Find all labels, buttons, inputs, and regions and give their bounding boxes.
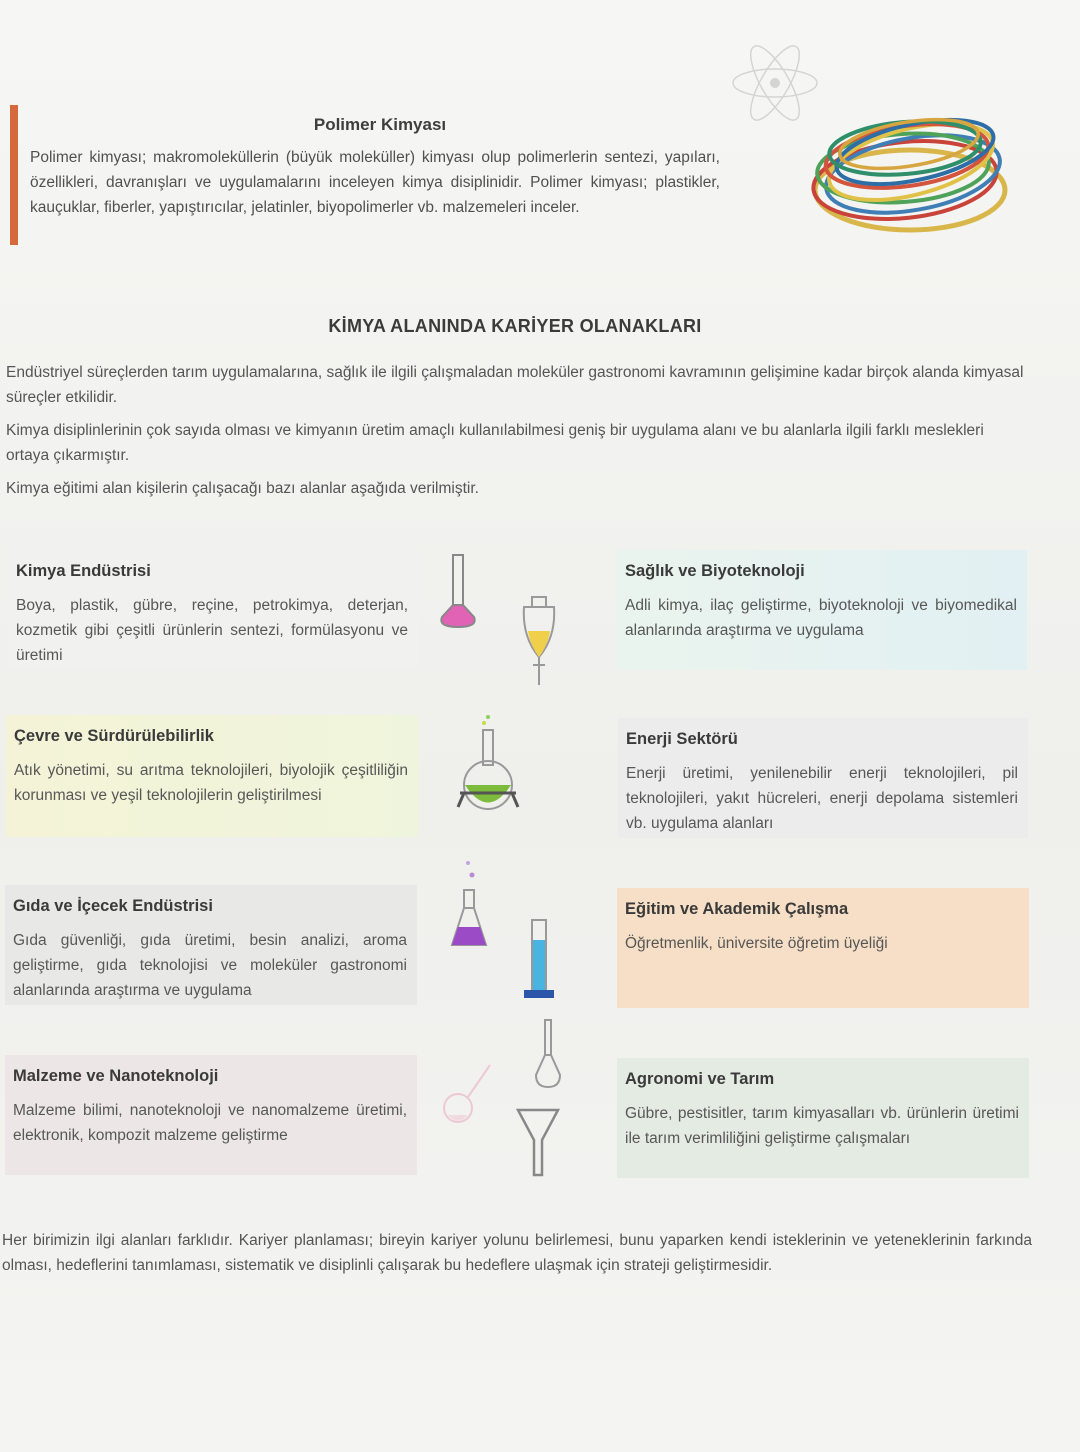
field-title: Agronomi ve Tarım [625, 1070, 775, 1088]
field-card-food-beverage [5, 885, 417, 1005]
field-text: Atık yönetimi, su arıtma teknolojileri, biyolojik çeşitliliğin korunması ve yeşil teknolojilerin geliştirilmesi [14, 762, 408, 804]
intro-paragraph: Endüstriyel süreçlerden tarım uygulamalarına, sağlık ile ilgili çalışmaladan moleküler gastronomi kavramının gelişimine kadar birçok alanda kimyasal süreçler etkilidir. [6, 364, 1024, 406]
field-title: Enerji Sektörü [626, 730, 738, 748]
field-card-energy [618, 718, 1028, 838]
polymer-box [10, 105, 720, 245]
field-title: Eğitim ve Akademik Çalışma [625, 900, 849, 918]
polymer-title: Polimer Kimyası [313, 115, 447, 134]
field-title: Kimya Endüstrisi [16, 562, 151, 580]
intro-paragraph: Kimya eğitimi alan kişilerin çalışacağı bazı alanlar aşağıda verilmiştir. [6, 480, 479, 497]
separatory-funnel-icon [524, 597, 554, 685]
round-flask-stand-icon [458, 715, 518, 809]
field-card-education [617, 888, 1029, 1008]
career-title: KİMYA ALANINDA KARİYER OLANAKLARI [328, 316, 702, 336]
field-card-chemical-industry [8, 550, 418, 670]
field-text: Malzeme bilimi, nanoteknoloji ve nanomalzeme üretimi, elektronik, kompozit malzeme geliştirme [13, 1102, 407, 1144]
field-text: Gübre, pestisitler, tarım kimyasalları vb. ürünlerin üretimi ile tarım verimliliğini geliştirme çalışmaları [625, 1105, 1019, 1147]
field-card-environment [6, 715, 418, 837]
field-text: Öğretmenlik, üniversite öğretim üyeliği [625, 935, 888, 952]
field-title: Malzeme ve Nanoteknoloji [13, 1067, 219, 1085]
funnel-icon [518, 1110, 558, 1175]
field-title: Sağlık ve Biyoteknoloji [625, 562, 805, 580]
field-card-materials-nano [5, 1055, 417, 1175]
closing-paragraph: Her birimizin ilgi alanları farklıdır. Kariyer planlaması; bireyin kariyer yolunu belirlemesi, bunu yaparken kendi isteklerinin ve yeteneklerinin farkında olması, hedeflerini tanımlaması, sistematik ve disiplinli çalışarak bu hedeflere ulaşmak için strateji geliştirmesidir. [2, 1232, 1032, 1274]
rubber-bands-image [805, 108, 1015, 248]
erlenmeyer-flask-icon [452, 861, 486, 945]
field-text: Gıda güvenliği, gıda üretimi, besin analizi, aroma geliştirme, gıda teknolojisi ve moleküler gastronomi alanlarında araştırma ve uygulama [13, 932, 407, 999]
retort-flask-icon [444, 1065, 490, 1122]
career-intro [6, 360, 1028, 509]
field-card-agronomy [617, 1058, 1029, 1178]
field-title: Gıda ve İçecek Endüstrisi [13, 897, 213, 915]
small-flask-icon [536, 1020, 560, 1087]
lab-glassware-illustrations [420, 545, 615, 1185]
polymer-text: Polimer kimyası; makromoleküllerin (büyük moleküller) kimyası olup polimerlerin sentezi, yapıları, özellikleri, davranışları ve uygulamalarını inceleyen kimya disiplinidir. Polimer kimyası; plastikler, kauçuklar, fiberler, yapıştırıcılar, jelatinler, biyopolimerler vb. malzemeleri inceler. [30, 149, 720, 216]
field-text: Boya, plastik, gübre, reçine, petrokimya, deterjan, kozmetik gibi çeşitli ürünlerin sentezi, formülasyonu ve üretimi [16, 597, 408, 664]
field-text: Enerji üretimi, yenilenebilir enerji teknolojileri, pil teknolojileri, yakıt hücreleri, enerji depolama sistemleri vb. uygulama alanları [626, 765, 1018, 832]
field-text: Adli kimya, ilaç geliştirme, biyoteknoloji ve biyomedikal alanlarında araştırma ve uygulama [625, 597, 1017, 639]
graduated-cylinder-icon [524, 920, 554, 998]
intro-paragraph: Kimya disiplinlerinin çok sayıda olması ve kimyanın üretim amaçlı kullanılabilmesi geniş bir uygulama alanı ve bu alanlarla ilgili farklı meslekleri ortaya çıkarmıştır. [6, 422, 984, 464]
field-card-health-biotech [617, 550, 1027, 670]
volumetric-flask-icon [441, 555, 474, 627]
field-title: Çevre ve Sürdürülebilirlik [14, 727, 214, 745]
